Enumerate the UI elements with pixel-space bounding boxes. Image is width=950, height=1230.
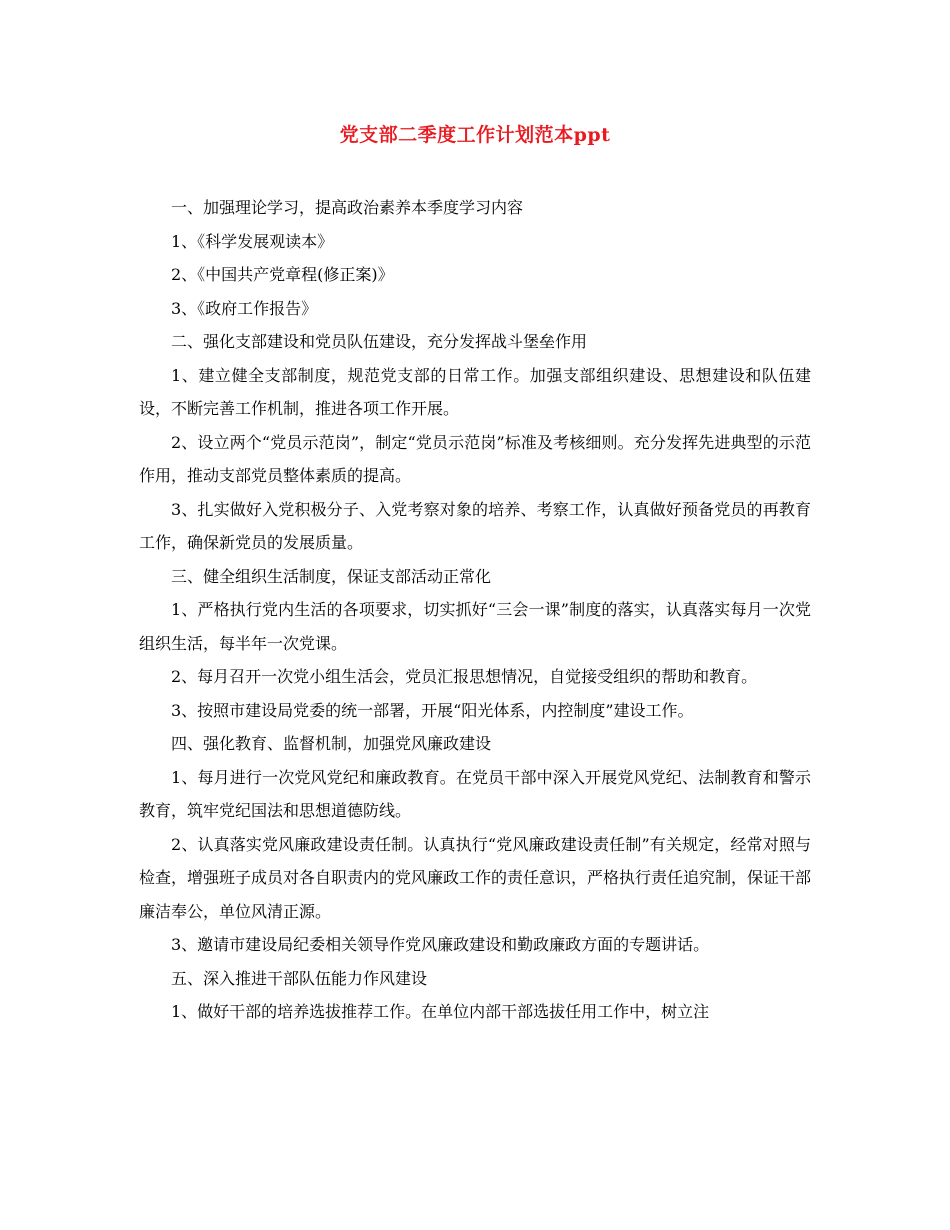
paragraph: 3、扎实做好入党积极分子、入党考察对象的培养、考察工作，认真做好预备党员的再教育工作，确保新党员的发展质量。 <box>139 499 811 552</box>
section-heading: 三、健全组织生活制度，保证支部活动正常化 <box>171 566 492 586</box>
paragraph: 2、每月召开一次党小组生活会，党员汇报思想情况，自觉接受组织的帮助和教育。 <box>171 667 758 686</box>
section-heading: 五、深入推进干部队伍能力作风建设 <box>171 968 428 988</box>
document-body <box>139 191 811 1029</box>
paragraph: 1、每月进行一次党风党纪和廉政教育。在党员干部中深入开展党风党纪、法制教育和警示教育，筑牢党纪国法和思想道德防线。 <box>139 767 811 820</box>
section-heading: 一、加强理论学习，提高政治素养本季度学习内容 <box>171 198 524 217</box>
section-heading: 四、强化教育、监督机制，加强党风廉政建设 <box>171 734 492 753</box>
paragraph: 3、按照市建设局党委的统一部署，开展“阳光体系，内控制度”建设工作。 <box>171 700 694 720</box>
paragraph: 1、严格执行党内生活的各项要求，切实抓好“三会一课”制度的落实，认真落实每月一次党组织生活，每半年一次党课。 <box>139 600 811 653</box>
paragraph: 2、设立两个“党员示范岗”，制定“党员示范岗”标准及考核细则。充分发挥先进典型的示范作用，推动支部党员整体素质的提高。 <box>139 432 811 485</box>
document-title: 党支部二季度工作计划范本ppt <box>339 124 611 146</box>
paragraph: 2、认真落实党风廉政建设责任制。认真执行“党风廉政建设责任制”有关规定，经常对照与检查，增强班子成员对各自职责内的党风廉政工作的责任意识，严格执行责任追究制，保证干部廉洁奉公，单位风清正源。 <box>139 834 812 921</box>
paragraph: 3、《政府工作报告》 <box>171 298 318 318</box>
paragraph: 1、建立健全支部制度，规范党支部的日常工作。加强支部组织建设、思想建设和队伍建设，不断完善工作机制，推进各项工作开展。 <box>139 365 811 418</box>
section-heading: 二、强化支部建设和党员队伍建设，充分发挥战斗堡垒作用 <box>171 332 588 351</box>
paragraph: 3、邀请市建设局纪委相关领导作党风廉政建设和勤政廉政方面的专题讲话。 <box>171 935 710 954</box>
paragraph: 2、《中国共产党章程(修正案)》 <box>171 265 394 284</box>
paragraph: 1、《科学发展观读本》 <box>171 231 334 251</box>
paragraph: 1、做好干部的培养选拔推荐工作。在单位内部干部选拔任用工作中，树立注 <box>171 1002 710 1021</box>
